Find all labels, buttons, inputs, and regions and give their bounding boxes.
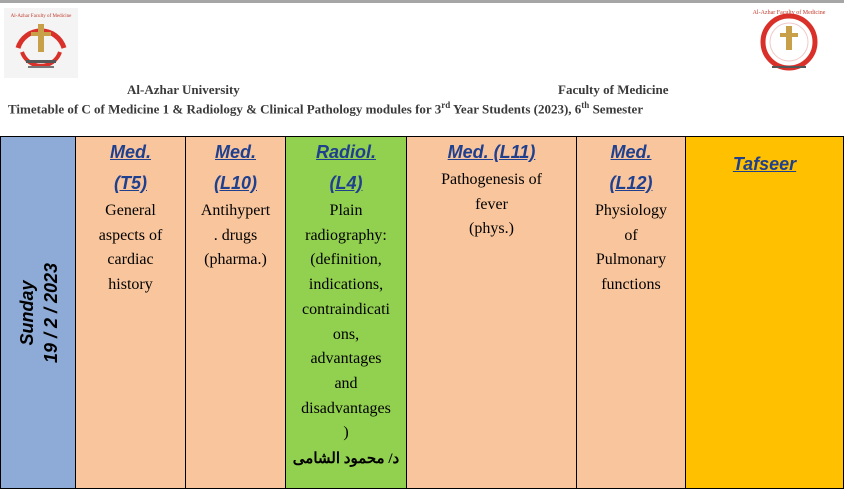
session-description: Pathogenesis of fever (phys.) [441,171,542,238]
faculty-logo-right [742,6,836,76]
day-cell [0,136,76,489]
session-description: Antihypert . drugs (pharma.) [200,202,271,269]
logo-right-text: Al-Azhar Faculty of Medicine [752,10,826,16]
session-code: Med. [610,142,652,162]
day-label [15,263,63,363]
session-code: (T5) [114,173,147,193]
session-code: Med. [214,142,256,162]
logo-left-text: Al-Azhar Faculty of Medicine [10,14,72,19]
session-cell-med-l11 [406,136,577,489]
day-name: Sunday [17,280,37,346]
session-cell-med-t5 [75,136,186,489]
faculty-name: Faculty of Medicine [558,82,669,97]
day-date: 19 / 2 / 2023 [41,262,61,364]
lecturer-name: د/ محمود الشامى [292,451,400,468]
session-cell-med-l10 [185,136,286,489]
session-description: Physiology of Pulmonary functions [594,202,667,294]
session-cell-med-l12 [576,136,686,489]
session-description: Plain radiography: (definition, indications, contraindicati ons, advantages and disadvantages ) [301,202,391,442]
session-code: Radiol. [315,142,376,162]
session-description: General aspects of cardiac history [98,202,163,294]
session-code: (L4) [329,173,363,193]
session-code: Med. (L11) [447,142,536,162]
timetable-title: Timetable of C of Medicine 1 & Radiology & Clinical Pathology modules for 3rd Year Students (2023), 6th Semester [8,100,644,117]
top-border [0,0,844,3]
session-cell-radiol-l4 [285,136,407,489]
session-code: (L10) [213,173,257,193]
session-code: (L12) [609,173,653,193]
faculty-logo-left [4,8,78,78]
session-cell-tafseer [685,136,844,489]
session-code: Med. [109,142,151,162]
university-name: Al-Azhar University [127,82,240,97]
session-code: Tafseer [732,154,797,174]
